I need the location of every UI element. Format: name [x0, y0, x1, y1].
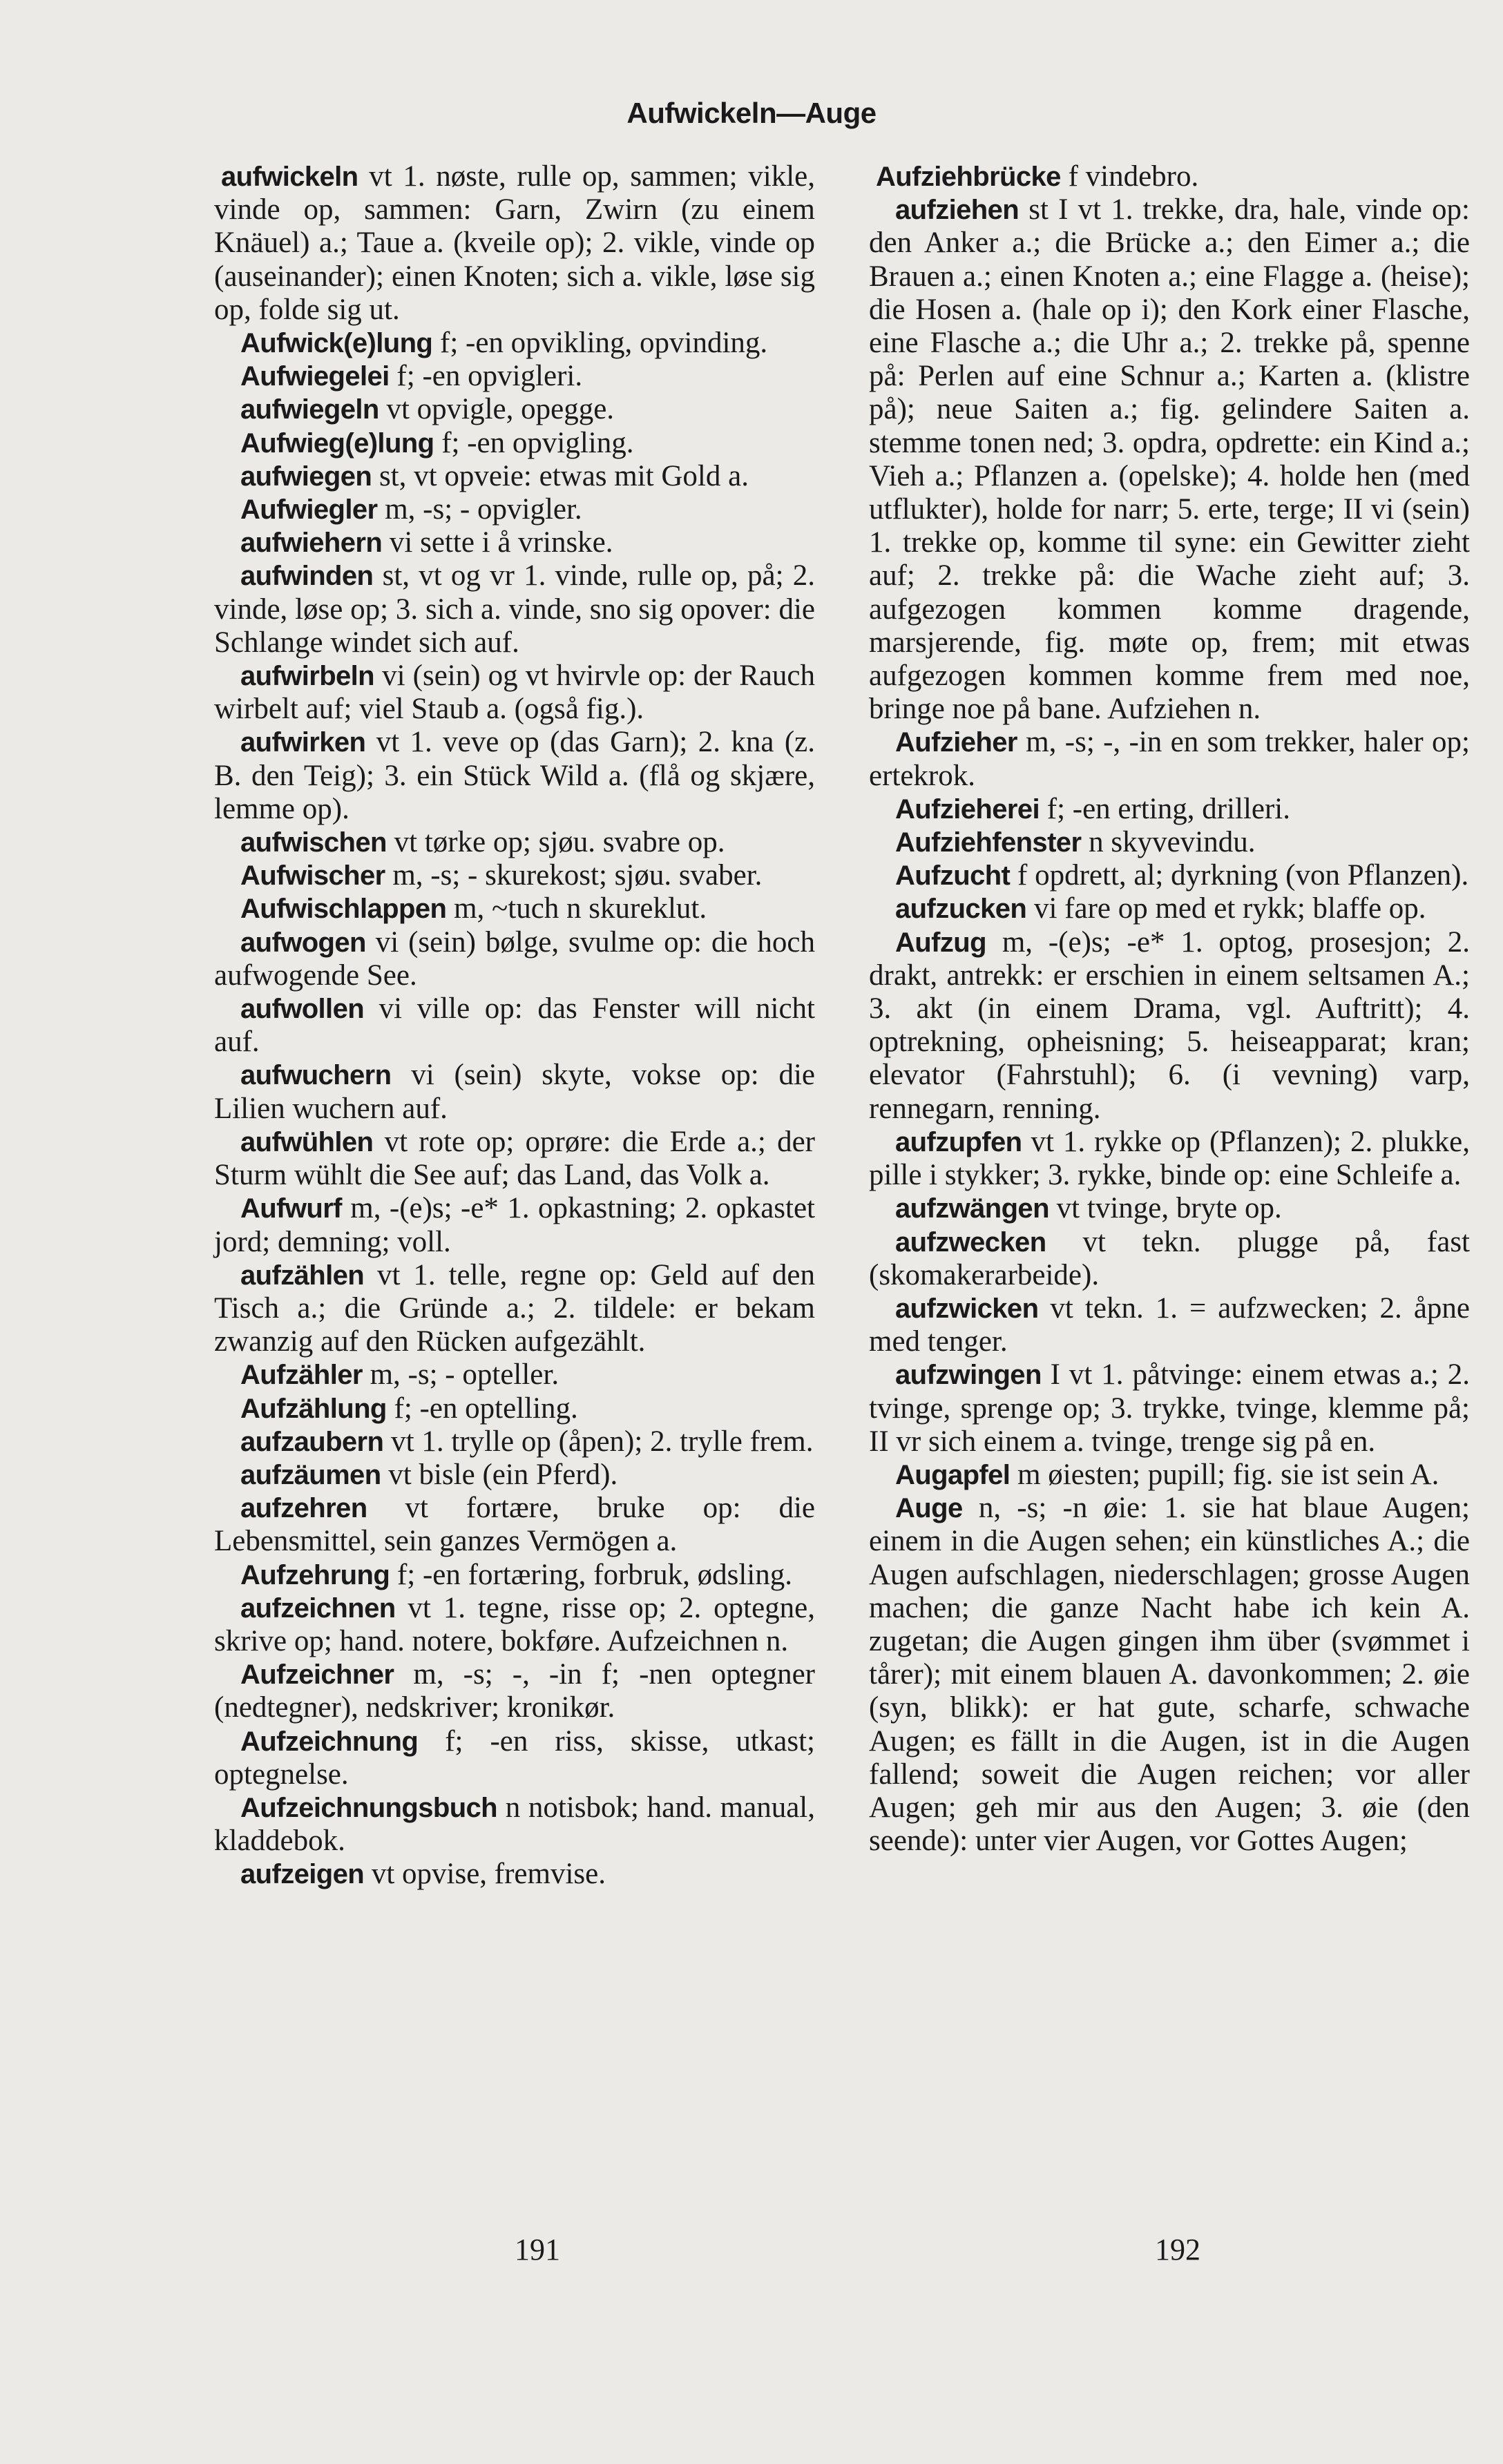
dictionary-entry [214, 493, 815, 526]
entry-definition: vt fortære, bruke op: die Lebensmittel, sein ganzes Vermögen a. [214, 1492, 815, 1558]
entry-headword: aufwiegeln [240, 394, 379, 425]
dictionary-entry [214, 1791, 815, 1858]
entry-headword: Aufwischlappen [240, 894, 447, 925]
entry-definition: m øiesten; pupill; fig. sie ist sein A. [1010, 1458, 1439, 1491]
entry-definition: vi (sein) bølge, svulme op: die hoch aufwogende See. [214, 925, 815, 992]
entry-headword: Aufzähler [240, 1360, 363, 1391]
entry-definition: st, vt opveie: etwas mit Gold a. [372, 459, 749, 492]
entry-definition: I vt 1. påtvinge: einem etwas a.; 2. tvinge, sprenge op; 3. trykke, tvinge, klemme på; II vr sich einem a. tvinge, trenge sig på en. [869, 1358, 1470, 1458]
entry-definition: f; -en optelling. [386, 1392, 578, 1425]
entry-definition: m, -s; - skurekost; sjøu. svaber. [385, 859, 763, 892]
dictionary-entry [214, 1492, 815, 1558]
dictionary-entry [869, 926, 1470, 1126]
entry-definition: vi (sein) skyte, vokse op: die Lilien wuchern auf. [214, 1059, 815, 1125]
dictionary-entry [214, 1192, 815, 1258]
entry-definition: st, vt og vr 1. vinde, rulle op, på; 2. vinde, løse op; 3. sich a. vinde, sno sig opover: die Schlange windet sich auf. [214, 559, 815, 659]
dictionary-entry [214, 726, 815, 826]
entry-headword: aufzeigen [240, 1859, 365, 1890]
dictionary-entry [214, 393, 815, 426]
entry-definition: m, -(e)s; -e* 1. opkastning; 2. opkastet jord; demning; voll. [214, 1192, 815, 1258]
entry-headword: aufwiegen [240, 461, 372, 492]
dictionary-entry [214, 1425, 815, 1459]
entry-headword: aufzählen [240, 1260, 365, 1291]
dictionary-entry [869, 892, 1470, 925]
entry-headword: aufzaubern [240, 1426, 384, 1457]
dictionary-entry [214, 427, 815, 460]
entry-headword: Aufwiegelei [240, 361, 390, 392]
entry-definition: f vindebro. [1060, 160, 1199, 193]
dictionary-entry [214, 992, 815, 1059]
entry-definition: f opdrett, al; dyrkning (von Pflanzen). [1010, 859, 1469, 892]
entry-headword: Augapfel [895, 1459, 1011, 1490]
dictionary-entry [214, 1358, 815, 1392]
dictionary-entry [869, 826, 1470, 859]
entry-headword: aufwickeln [221, 162, 358, 192]
entry-headword: Aufziehbrücke [876, 162, 1061, 192]
entry-definition: m, -(e)s; -e* 1. optog, prosesjon; 2. drakt, antrekk: er erschien in einem seltsamen A.; 3. akt (in einem Drama, vgl. Auftritt); 4. optrekning, opheisning; 5. heiseapparat; kran; elevator (Fahrstuhl); 6. (i vevning) varp, rennegarn, renning. [869, 925, 1470, 1125]
right-column [869, 160, 1470, 1858]
entry-definition: m, ~tuch n skureklut. [446, 892, 707, 925]
entry-headword: aufwirken [240, 727, 366, 758]
dictionary-entry [869, 1459, 1470, 1492]
dictionary-entry [214, 859, 815, 892]
entry-headword: Aufzeichner [240, 1659, 394, 1691]
entry-headword: aufwiehern [240, 528, 383, 559]
entry-definition: vt 1. trylle op (åpen); 2. trylle frem. [383, 1425, 814, 1458]
entry-definition: f; -en riss, skisse, utkast; optegnelse. [214, 1724, 815, 1791]
entry-headword: Aufwiegler [240, 494, 378, 526]
dictionary-entry [214, 1592, 815, 1658]
entry-definition: vi fare op med et rykk; blaffe op. [1026, 892, 1426, 925]
entry-definition: n skyvevindu. [1081, 826, 1256, 859]
dictionary-entry [869, 1358, 1470, 1459]
entry-headword: Aufwurf [240, 1193, 342, 1224]
entry-headword: aufwühlen [240, 1126, 374, 1157]
entry-definition: st I vt 1. trekke, dra, hale, vinde op: den Anker a.; die Brücke a.; den Eimer a.; die Brauen a.; einen Knoten a.; eine Flagge a. (heise); die Hosen a. (hale op i); den Kork einer Flasche, eine Flasche a.; die Uhr a.; 2. trekke på, spenne på: Perlen auf eine Schnur a.; Karten a. (klistre på); neue Saiten a.; fig. gelindere Saiten a. stemme tonen ned; 3. opdra, opdrette: ein Kind a.; Vieh a.; Pflanzen a. (opelske); 4. holde hen (med utflukter), holde for narr; 5. erte, terge; II vi (sein) 1. trekke op, komme til syne: ein Gewitter zieht auf; 2. trekke på: die Wache zieht auf; 3. aufgezogen kommen komme dragende, marsjerende, fig. møte op, frem; mit etwas aufgezogen kommen komme frem med noe, bringe noe på bane. Aufziehen n. [869, 193, 1470, 726]
entry-definition: vt tekn. plugge på, fast (skomakerarbeide). [869, 1225, 1470, 1291]
dictionary-entry [214, 1858, 815, 1891]
page-number-right: 192 [1155, 2233, 1200, 2266]
dictionary-entry [214, 826, 815, 859]
entry-definition: m, -s; - opvigler. [377, 493, 582, 526]
dictionary-entry [869, 1192, 1470, 1225]
entry-definition: f; -en opvigleri. [389, 360, 583, 393]
dictionary-entry [869, 1226, 1470, 1292]
entry-definition: vi sette i å vrinske. [382, 526, 613, 559]
entry-definition: vt 1. rykke op (Pflanzen); 2. plukke, pille i stykker; 3. rykke, binde op: eine Schleife a. [869, 1125, 1470, 1192]
dictionary-entry [214, 926, 815, 992]
entry-headword: Aufwischer [240, 860, 385, 892]
entry-headword: Aufwick(e)lung [240, 328, 433, 359]
entry-headword: Aufzieher [895, 727, 1017, 758]
entry-definition: vt 1. veve op (das Garn); 2. kna (z. B. den Teig); 3. ein Stück Wild a. (flå og skjære, lemme op). [214, 726, 815, 825]
entry-definition: vt opvigle, opegge. [379, 393, 615, 426]
entry-definition: vi ville op: das Fenster will nicht auf. [214, 992, 815, 1059]
entry-headword: aufwogen [240, 927, 366, 958]
entry-definition: vt opvise, fremvise. [364, 1858, 606, 1891]
entry-headword: Aufzehrung [240, 1559, 390, 1590]
entry-headword: aufzehren [240, 1493, 367, 1524]
entry-headword: aufzwängen [895, 1193, 1049, 1224]
entry-definition: vt tvinge, bryte op. [1049, 1192, 1282, 1225]
entry-definition: f; -en erting, drilleri. [1040, 792, 1290, 825]
entry-definition: n notisbok; hand. manual, kladdebok. [214, 1791, 815, 1858]
dictionary-entry [869, 160, 1470, 193]
entry-headword: Aufzeichnungsbuch [240, 1792, 498, 1823]
dictionary-entry [214, 559, 815, 660]
entry-headword: Aufzeichnung [240, 1726, 419, 1757]
entry-definition: f; -en fortæring, forbruk, ødsling. [390, 1558, 792, 1591]
entry-definition: vt tørke op; sjøu. svabre op. [386, 826, 725, 859]
dictionary-entry [869, 859, 1470, 892]
entry-headword: aufzupfen [895, 1126, 1022, 1157]
dictionary-entry [214, 460, 815, 493]
entry-definition: f; -en opvigling. [434, 426, 634, 459]
entry-headword: aufziehen [895, 195, 1019, 226]
entry-headword: aufwinden [240, 561, 374, 592]
entry-headword: Aufzieherei [895, 793, 1040, 825]
left-column [214, 160, 815, 1892]
entry-headword: Auge [895, 1493, 963, 1524]
entry-headword: Aufwieg(e)lung [240, 427, 434, 459]
dictionary-entry [214, 1658, 815, 1724]
entry-definition: m, -s; - opteller. [362, 1358, 559, 1392]
entry-definition: vi (sein) og vt hvirvle op: der Rauch wirbelt auf; viel Staub a. (også fig.). [214, 660, 815, 726]
entry-headword: aufzeichnen [240, 1592, 396, 1624]
dictionary-entry [214, 160, 815, 327]
dictionary-entry [214, 1392, 815, 1425]
entry-definition: vt rote op; oprøre: die Erde a.; der Sturm wühlt die See auf; das Land, das Volk a. [214, 1125, 815, 1192]
dictionary-entry [214, 1259, 815, 1359]
entry-headword: Aufzählung [240, 1393, 387, 1424]
entry-headword: Aufziehfenster [895, 827, 1082, 858]
running-header: Aufwickeln—Auge [626, 97, 877, 129]
dictionary-entry [869, 793, 1470, 826]
entry-headword: aufzwecken [895, 1226, 1046, 1258]
entry-definition: vt bisle (ein Pferd). [381, 1458, 618, 1491]
entry-definition: f; -en opvikling, opvinding. [432, 327, 768, 360]
dictionary-entry [214, 660, 815, 726]
entry-definition: vt 1. telle, regne op: Geld auf den Tisch a.; die Gründe a.; 2. tildele: er bekam zwanzig auf den Rücken aufgezählt. [214, 1258, 815, 1358]
entry-definition: m, -s; -, -in f; -nen optegner (nedtegner), nedskriver; kronikør. [214, 1658, 815, 1724]
page-number-left: 191 [515, 2233, 560, 2266]
entry-headword: Aufzug [895, 927, 986, 958]
entry-definition: vt 1. tegne, risse op; 2. optegne, skrive op; hand. notere, bokføre. Aufzeichnen n. [214, 1591, 815, 1657]
dictionary-entry [214, 327, 815, 360]
entry-headword: aufwirbeln [240, 661, 375, 692]
dictionary-entry [214, 1459, 815, 1492]
entry-headword: aufwollen [240, 994, 365, 1025]
dictionary-entry [869, 1492, 1470, 1858]
dictionary-entry [869, 1126, 1470, 1192]
entry-headword: aufzucken [895, 894, 1027, 925]
dictionary-entry [869, 1292, 1470, 1358]
entry-headword: aufwuchern [240, 1060, 392, 1091]
dictionary-entry [214, 360, 815, 393]
entry-definition: m, -s; -, -in en som trekker, haler op; ertekrok. [869, 726, 1470, 792]
dictionary-entry [214, 1559, 815, 1592]
dictionary-entry [869, 726, 1470, 792]
dictionary-entry [214, 892, 815, 925]
entry-headword: aufzäumen [240, 1459, 381, 1490]
entry-headword: Aufzucht [895, 860, 1011, 892]
dictionary-entry [214, 1059, 815, 1125]
entry-headword: aufzwicken [895, 1293, 1039, 1324]
entry-headword: aufwischen [240, 827, 387, 858]
dictionary-entry [214, 1725, 815, 1791]
entry-definition: vt tekn. 1. = aufzwecken; 2. åpne med tenger. [869, 1291, 1470, 1358]
dictionary-entry [869, 193, 1470, 726]
entry-definition: vt 1. nøste, rulle op, sammen; vikle, vinde op, sammen: Garn, Zwirn (zu einem Knäuel) a.; Taue a. (kveile op); 2. vikle, vinde op (auseinander); einen Knoten; sich a. vikle, løse sig op, folde sig ut. [214, 160, 815, 326]
dictionary-entry [214, 526, 815, 559]
entry-definition: n, -s; -n øie: 1. sie hat blaue Augen; einem in die Augen sehen; ein künstliches A.; die Augen aufschlagen, niederschlagen; grosse Augen machen; die ganze Nacht habe ich kein A. zugetan; die Augen gingen ihm über (svømmet i tårer); mit einem blauen A. davonkommen; 2. øie (syn, blikk): er hat gute, scharfe, schwache Augen; es fällt in die Augen, ist in die Augen fallend; soweit die Augen reichen; vor aller Augen; geh mir aus den Augen; 3. øie (den seende): unter vier Augen, vor Gottes Augen; [869, 1492, 1470, 1858]
dictionary-entry [214, 1126, 815, 1192]
entry-headword: aufzwingen [895, 1360, 1042, 1391]
